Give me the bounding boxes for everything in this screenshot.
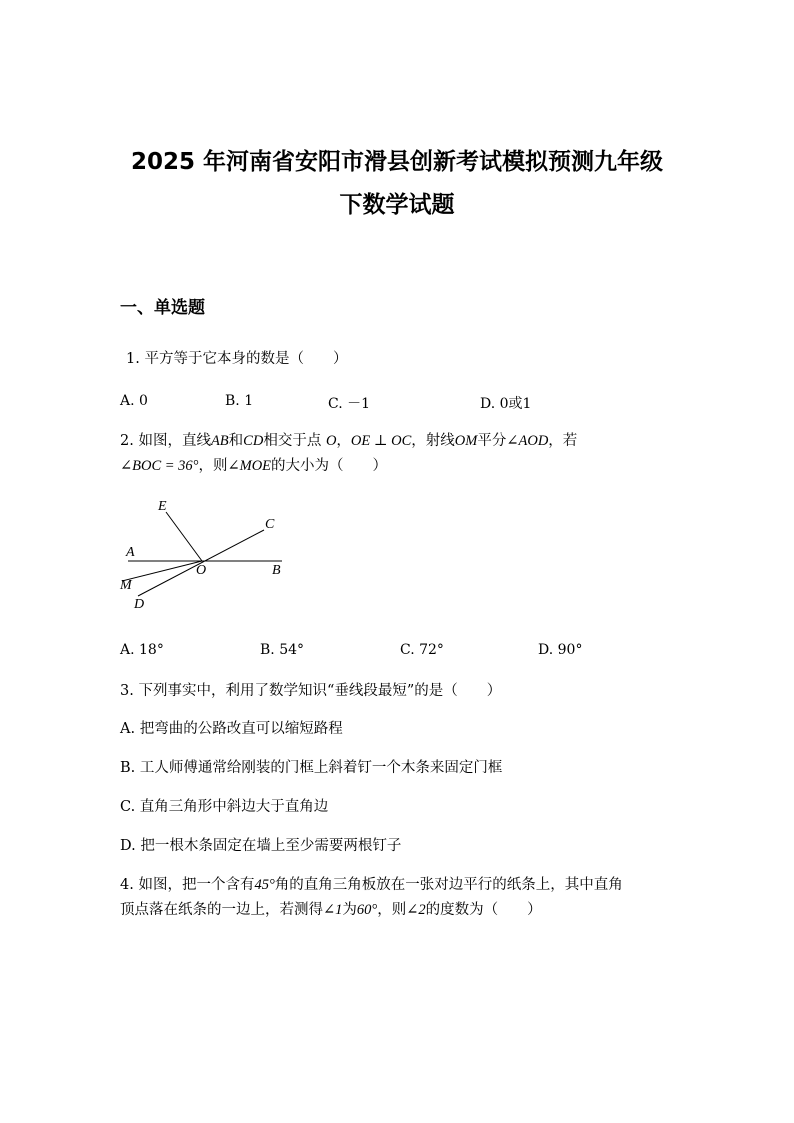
label-c: C	[265, 517, 275, 532]
question-3-option-c: C. 直角三角形中斜边大于直角边	[120, 799, 329, 815]
q4-text: 角的直角三角板放在一张对边平行的纸条上，其中直角	[274, 877, 623, 893]
question-2-option-b: B. 54°	[260, 642, 305, 658]
label-d: D	[134, 597, 145, 612]
q4-text: 的度数为（ ）	[425, 902, 542, 918]
q4-math-angle-1: ∠1	[323, 902, 343, 918]
q4-math-45: 45°	[254, 877, 275, 893]
q4-text: 为	[342, 902, 357, 918]
label-m: M	[120, 578, 132, 593]
page-title-line-2: 下数学试题	[339, 192, 455, 218]
q2-math-aod: ∠AOD	[506, 433, 549, 449]
q2-math-om: OM	[454, 433, 478, 449]
page-title-line-1: 2025 年河南省安阳市滑县创新考试模拟预测九年级	[130, 149, 664, 175]
q2-text: ，若	[548, 433, 578, 449]
question-3-option-d: D. 把一根木条固定在墙上至少需要两根钉子	[120, 838, 402, 854]
question-2-figure	[110, 490, 300, 620]
ray-om	[122, 561, 202, 581]
question-1-option-d: D. 0或1	[480, 396, 532, 412]
q2-text: 的大小为（ ）	[271, 458, 388, 474]
question-2-stem-line-1	[120, 429, 577, 450]
q2-text: 相交于点	[263, 433, 326, 449]
q4-text: ，则	[377, 902, 407, 918]
label-b: B	[272, 563, 281, 578]
q4-math-angle-2: ∠2	[406, 902, 426, 918]
q2-math-ab: AB	[210, 433, 229, 449]
label-o: O	[196, 563, 207, 578]
question-1-option-a: A. 0	[120, 393, 148, 409]
q2-text: ，	[336, 433, 351, 449]
section-heading-single-choice: 一、单选题	[120, 298, 205, 318]
question-3-option-a: A. 把弯曲的公路改直可以缩短路程	[120, 721, 343, 737]
q2-text: 和	[228, 433, 244, 449]
q2-math-cd: CD	[243, 433, 264, 449]
question-3-option-b: B. 工人师傅通常给刚装的门框上斜着钉一个木条来固定门框	[120, 760, 503, 776]
question-1-option-c: C. －1	[328, 396, 371, 412]
question-2-option-c: C. 72°	[400, 642, 444, 658]
q4-text: 顶点落在纸条的一边上，若测得	[120, 902, 323, 918]
q2-text: 平分	[477, 433, 507, 449]
ray-oe	[166, 512, 202, 561]
q2-text: ，则	[198, 458, 228, 474]
q2-math-boc: ∠BOC = 36°	[120, 458, 199, 474]
question-4-stem-line-1	[120, 873, 623, 894]
q2-math-perp: OE ⊥ OC	[350, 433, 412, 449]
question-2-stem-line-2	[120, 454, 387, 475]
question-2-option-d: D. 90°	[538, 642, 583, 658]
question-1-option-b: B. 1	[225, 393, 254, 409]
question-1-stem: 1. 平方等于它本身的数是（ ）	[126, 351, 348, 367]
question-4-stem-line-2	[120, 898, 542, 919]
question-2-option-a: A. 18°	[120, 642, 164, 658]
q4-text: 4. 如图，把一个含有	[120, 877, 255, 893]
q2-math-moe: ∠MOE	[227, 458, 272, 474]
q2-text: ，射线	[411, 433, 455, 449]
q2-text: 2. 如图，直线	[120, 433, 211, 449]
label-e: E	[158, 499, 167, 514]
label-a: A	[126, 545, 135, 560]
q2-math-o: O	[325, 433, 337, 449]
question-3-stem: 3. 下列事实中，利用了数学知识“垂线段最短”的是（ ）	[120, 683, 502, 699]
q4-math-60: 60°	[356, 902, 378, 918]
